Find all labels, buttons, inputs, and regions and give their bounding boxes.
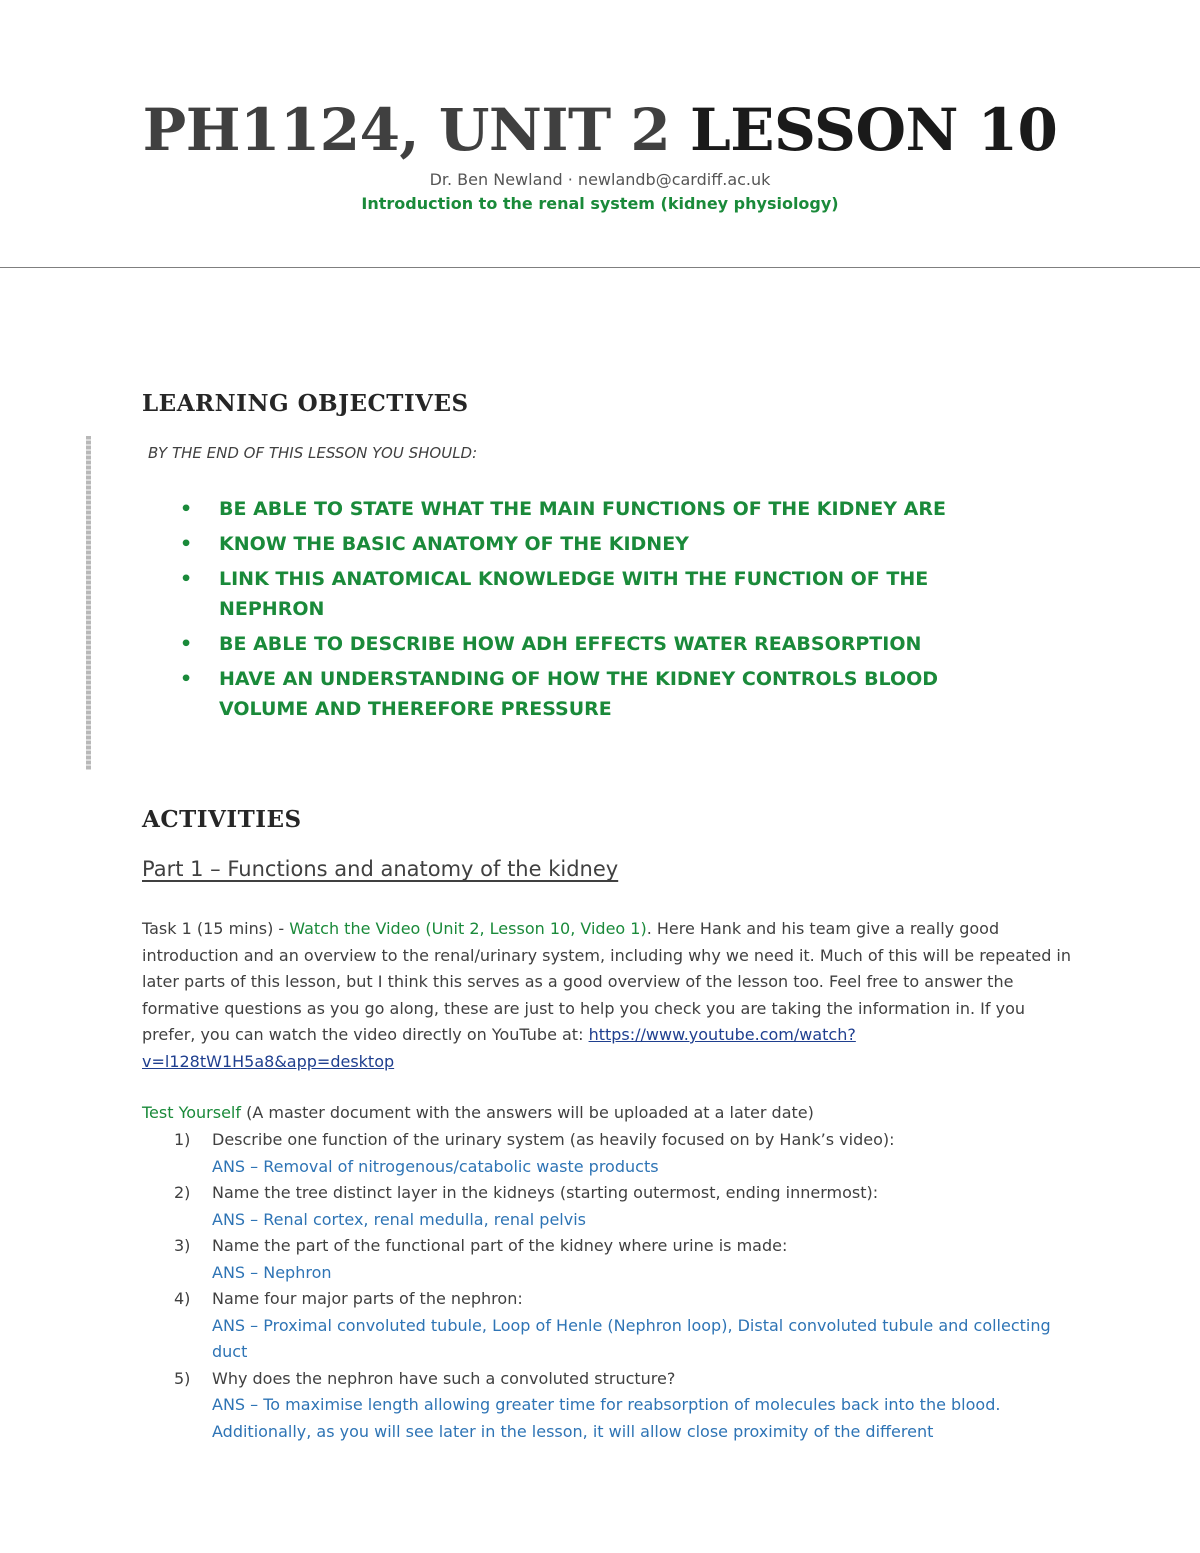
bullet-icon: • — [180, 668, 193, 690]
title-course-unit: PH1124, UNIT 2 — [142, 96, 690, 164]
question-text: Why does the nephron have such a convoluted structure? — [212, 1368, 676, 1388]
test-yourself-note: (A master document with the answers will be uploaded at a later date) — [241, 1103, 814, 1122]
test-yourself-label: Test Yourself — [142, 1103, 242, 1122]
question-item — [142, 1286, 1082, 1366]
youtube-link[interactable]: https://www.youtube.com/watch?v=l128tW1H5a8&app=desktop — [142, 1025, 856, 1071]
answer-text: ANS – Proximal convoluted tubule, Loop of Henle (Nephron loop), Distal convoluted tubule and collecting duct — [212, 1315, 1051, 1361]
question-text: Name four major parts of the nephron: — [212, 1289, 523, 1308]
author-line: Dr. Ben Newland · newlandb@cardiff.ac.uk — [429, 170, 771, 189]
title-lesson: LESSON 10 — [689, 96, 1058, 164]
question-number: 1) — [174, 1130, 191, 1149]
watch-video-link[interactable]: Watch the Video (Unit 2, Lesson 10, Video 1) — [289, 919, 647, 938]
answer-text: ANS – To maximise length allowing greater time for reabsorption of molecules back into the blood. Additionally, as you will see later in the lesson, it will allow close proximity of the different — [212, 1395, 1001, 1441]
document-header — [0, 95, 1200, 215]
objective-text: BE ABLE TO DESCRIBE HOW ADH EFFECTS WATER REABSORPTION — [219, 633, 922, 655]
objective-item — [180, 629, 980, 659]
question-text: Name the tree distinct layer in the kidneys (starting outermost, ending innermost): — [212, 1183, 879, 1202]
questions-list — [142, 1127, 1082, 1445]
document-title — [0, 95, 1200, 165]
objectives-list — [180, 494, 980, 729]
answer-text: ANS – Renal cortex, renal medulla, renal pelvis — [212, 1209, 586, 1229]
answer-text: ANS – Removal of nitrogenous/catabolic waste products — [212, 1156, 659, 1176]
bullet-icon: • — [180, 633, 193, 655]
bullet-icon: • — [180, 498, 193, 520]
objectives-side-bar — [86, 436, 91, 770]
question-item — [142, 1180, 1082, 1233]
question-number: 3) — [174, 1236, 191, 1255]
part-1-title: Part 1 – Functions and anatomy of the kidney — [142, 857, 619, 881]
objective-item — [180, 529, 980, 559]
question-text: Name the part of the functional part of the kidney where urine is made: — [212, 1236, 788, 1255]
task-body: . Here Hank and his team give a really good introduction and an overview to the renal/urinary system, including why we need it. Much of this will be repeated in later parts of this lesson, but I think this serves as a good overview of the lesson too. Feel free to answer the formative questions as you go along, these are just to help you check you are taking the information in. If you prefer, you can watch the video directly on YouTube at: — [142, 919, 1072, 1044]
question-number: 4) — [174, 1289, 191, 1308]
objective-text: LINK THIS ANATOMICAL KNOWLEDGE WITH THE FUNCTION OF THE NEPHRON — [219, 568, 929, 620]
objective-item — [180, 564, 939, 624]
task-prefix: Task 1 (15 mins) - — [142, 919, 290, 938]
learning-objectives-heading: LEARNING OBJECTIVES — [142, 390, 469, 417]
question-item — [142, 1233, 1082, 1286]
objective-text: KNOW THE BASIC ANATOMY OF THE KIDNEY — [219, 533, 689, 555]
answer-text: ANS – Nephron — [212, 1262, 332, 1282]
question-number: 2) — [174, 1183, 191, 1202]
bullet-icon: • — [180, 568, 193, 590]
activities-heading: ACTIVITIES — [142, 806, 302, 833]
test-yourself-intro — [142, 1100, 1082, 1127]
objectives-lede: BY THE END OF THIS LESSON YOU SHOULD: — [148, 444, 478, 462]
question-item — [142, 1366, 1082, 1446]
lesson-subtitle: Introduction to the renal system (kidney physiology) — [361, 194, 839, 213]
objective-text: HAVE AN UNDERSTANDING OF HOW THE KIDNEY CONTROLS BLOOD VOLUME AND THEREFORE PRESSURE — [219, 668, 939, 720]
objective-item — [180, 664, 959, 724]
bullet-icon: • — [180, 533, 193, 555]
question-text: Describe one function of the urinary system (as heavily focused on by Hank’s video): — [212, 1130, 895, 1149]
question-number: 5) — [174, 1368, 191, 1388]
header-divider — [0, 267, 1200, 268]
objective-item — [180, 494, 980, 524]
task-1-paragraph — [142, 916, 1072, 1075]
objective-text: BE ABLE TO STATE WHAT THE MAIN FUNCTIONS OF THE KIDNEY ARE — [219, 498, 946, 520]
question-item — [142, 1127, 1082, 1180]
